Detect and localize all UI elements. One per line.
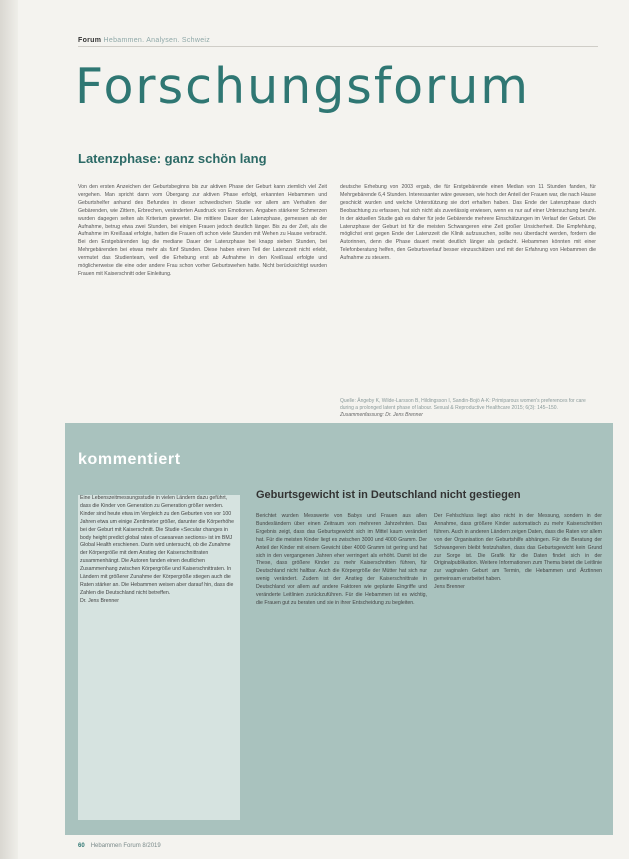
article-column-2 — [340, 184, 596, 263]
header-rule — [78, 46, 598, 47]
column-2-text: deutsche Erhebung von 2003 ergab, die für Erstgebärende einen Median von 11 Stunden fanden, für Mehrgebärende 6,4 Stunden. Interessanter wäre gewesen, wie hoch der Anteil der Frauen war, die nach Hause geschickt wurden und welche Unterstützung sie dort erhalten haben. Das Ende der Latenzphase durch Beobachtung zu erfassen, hat sich nicht als zuverlässig erwiesen, wenn es nur auf einer Untersuchung beruht. In der aktuellen Studie gab es daher für jede Gebärende mehrere Einschätzungen im Verlauf der Geburt. Die Latenzphase der Geburt ist für die meisten Schwangeren eine Zeit großer Unsicherheit. Die Empfehlung, möglichst erst gegen Ende der Latenzzeit die Klinik aufzusuchen, sollte neu überdacht werden, fordern die Autorinnen, denn die Phase dauert meist deutlich länger als gedacht. Hebammen könnten mit einer Telefonberatung helfen, den Geburtsverlauf besser einzuschätzen und mit der Erfahrung von Hebammen die Aufnahme zu steuern. — [340, 184, 596, 262]
section-rubric — [78, 37, 210, 44]
caption-text: Quelle: Ängeby K, Wilde-Larsson B, Hildingsson I, Sandin-Bojö A-K: Primiparous women's preferences for care during a prolonged latent phase of labour. Sexual & Reproductive Healthcare 2015; 6(3): 145–150. — [340, 398, 586, 411]
rubric-rest: Hebammen. Analysen. Schweiz — [103, 37, 211, 44]
commentary-title: Geburtsgewicht ist in Deutschland nicht gestiegen — [256, 489, 521, 501]
commentary-text-1: Berichtet wurden Messwerte von Babys und Frauen aus allen Bundesländern über einen Zeitraum von mehreren Jahrzehnten. Das Ergebnis zeigt, dass das Geburtsgewicht sich im Mittel kaum verändert hat. Für die meisten Kinder liegt es zwischen 3000 und 4000 Gramm. Der Anteil der Kinder mit einem Gewicht über 4000 Gramm ist gering und hat sich in den vergangenen Jahren eher verringert als erhöht. Damit ist die These, dass größere Kinder zu mehr Kaiserschnitten führen, für Deutschland nicht haltbar. Auch die Körpergröße der Mütter hat sich nur wenig verändert. Zudem ist der Anstieg der Kaiserschnittrate in Deutschland vor allem auf andere Faktoren wie geplante Eingriffe und veränderte Leitlinien zurückzuführen. Für die Hebammen ist es wichtig, die Frauen gut zu beraten und sie in ihrer Entscheidung zu begleiten. — [256, 513, 427, 606]
commentary-heading: kommentiert — [78, 451, 181, 468]
commentary-column-1 — [256, 513, 427, 608]
article-subtitle: Latenzphase: ganz schön lang — [78, 151, 267, 166]
binding-gutter — [0, 0, 18, 859]
note-body: Eine Lebenszeitmessungsstudie in vielen Ländern dazu geführt, dass die Kinder von Generation zu Generation größer werden. Kinder sind heute etwa im Vergleich zu den Geburten von vor 100 Jahren etwa um einige Zentimeter größer, darunter die Körperhöhe bei der Geburt mit Kaiserschnitt. Die Studie «Secular changes in body height predict global rates of caesarean sections» ist im BMJ Global Health erschienen. Darin wird untersucht, ob die Zunahme der Körpergröße mit dem Anstieg der Kaiserschnittraten zusammenhängt. Die Autoren fanden einen deutlichen Zusammenhang zwischen Körpergröße und Kaiserschnittraten. In Ländern mit größerer Zunahme der Körpergröße stiegen auch die Raten stärker an. Die Hebammen weisen aber darauf hin, dass die Zahlen die Deutschland nicht betreffen. — [80, 495, 234, 596]
commentary-author: Jens Brenner — [434, 584, 465, 591]
page-number: 60 — [78, 843, 85, 849]
commentary-text-2: Der Fehlschluss liegt also nicht in der Messung, sondern in der Annahme, dass größere Kinder automatisch zu mehr Kaiserschnitten führen. Auch in anderen Ländern zeigen Daten, dass die Raten vor allem von der Organisation der Geburtshilfe abhängen. Für die Beratung der Schwangeren bleibt festzuhalten, dass das Geburtsgewicht kein Grund zur Sorge ist. Die Grafik für die Daten findet sich in der Originalpublikation. Weitere Informationen zum Thema bietet die Leitlinie zur vaginalen Geburt am Termin, die Hebammen und Ärztinnen gemeinsam erarbeitet haben. — [434, 513, 602, 583]
rubric-bold: Forum — [78, 37, 102, 44]
source-caption — [340, 398, 596, 419]
column-1-text: Von den ersten Anzeichen der Geburtsbeginns bis zur aktiven Phase der Geburt kann ziemlich viel Zeit vergehen. Man spricht dann vom Übergang zur aktiven Phase erfolgt, erkannten Hebammen und Geburtshelfer anhand des Befundes in dieser schwedischen Studie vor allem am Verhalten der Gebärenden, wie Zittern, Erbrechen, veränderten Ausdruck von Emotionen. Angaben stärkerer Schmerzen wurden dagegen selten als Kriterium gewertet. Die mittlere Dauer der Latenzphase, gemessen ab der Aufnahme, betrug etwa zwei Stunden, bei einigen Frauen jedoch deutlich länger. Bis zu der Zeit, als die Aufnahme im Kreißsaal erfolgte, hatten die Frauen oft schon viele Stunden mit Wehen zu Hause verbracht. Bei den Erstgebärenden lag die mediane Dauer der Latenzphase bei knapp sieben Stunden, bei Mehrgebärenden bei etwas mehr als fünf Stunden. Diese haben einen Teil der Latenzzeit nicht erlebt, vermutet das Studienteam, weil die Erhebung erst ab Aufnahme in den Kreißsaal erfolgte und möglicherweise die eine oder andere Frau schon vorher Geburtswehen hatte. Nicht berücksichtigt wurden Frauen mit Kaiserschnitt oder Einleitung. — [78, 184, 327, 277]
journal-name: Hebammen Forum 8/2019 — [90, 843, 161, 849]
article-column-1 — [78, 184, 327, 279]
caption-author: Zusammenfassung: Dr. Jens Brenner — [340, 412, 423, 418]
commentary-column-2 — [434, 513, 602, 592]
sidebar-note-text — [80, 495, 238, 606]
page-footer — [78, 843, 161, 849]
page-title: Forschungsforum — [75, 58, 530, 115]
note-author: Dr. Jens Brenner — [80, 597, 119, 604]
